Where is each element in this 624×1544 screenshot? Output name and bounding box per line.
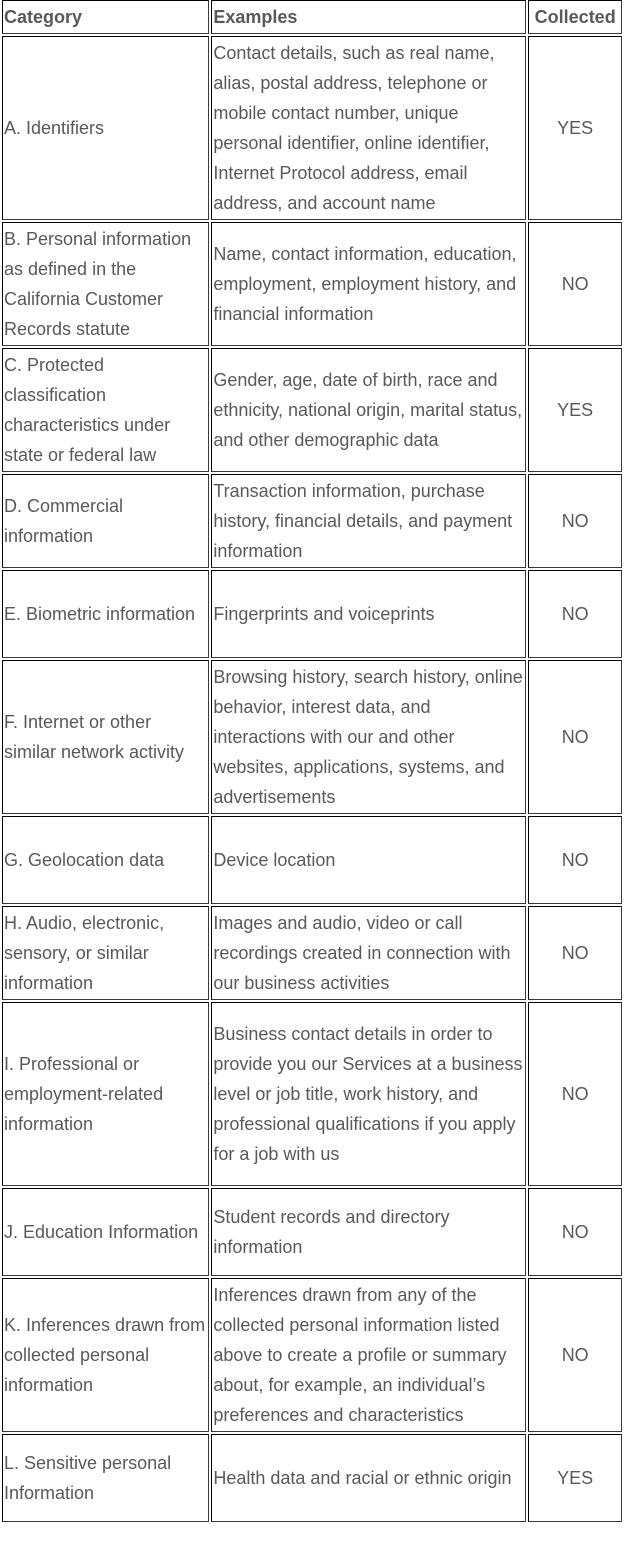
- category-cell: J. Education Information: [2, 1188, 209, 1276]
- category-cell: G. Geolocation data: [2, 816, 209, 904]
- header-row: [2, 0, 622, 34]
- examples-cell: Student records and directory information: [211, 1188, 526, 1276]
- examples-cell: Inferences drawn from any of the collected personal information listed above to create a profile or summary about, for example, an individual’s preferences and characteristics: [211, 1278, 526, 1432]
- category-cell: E. Biometric information: [2, 570, 209, 658]
- table-row: [2, 348, 622, 472]
- header-collected: Collected: [528, 0, 622, 34]
- table-row: [2, 1434, 622, 1522]
- category-cell: K. Inferences drawn from collected personal information: [2, 1278, 209, 1432]
- table-row: [2, 816, 622, 904]
- collected-cell: YES: [528, 348, 622, 472]
- category-cell: B. Personal information as defined in the California Customer Records statute: [2, 222, 209, 346]
- collected-cell: NO: [528, 906, 622, 1000]
- examples-cell: Gender, age, date of birth, race and ethnicity, national origin, marital status, and other demographic data: [211, 348, 526, 472]
- table-row: [2, 570, 622, 658]
- collected-cell: NO: [528, 1278, 622, 1432]
- table-row: [2, 222, 622, 346]
- collected-cell: YES: [528, 36, 622, 220]
- collected-cell: NO: [528, 816, 622, 904]
- category-cell: C. Protected classification characteristics under state or federal law: [2, 348, 209, 472]
- table-row: [2, 1278, 622, 1432]
- examples-cell: Browsing history, search history, online behavior, interest data, and interactions with our and other websites, applications, systems, and advertisements: [211, 660, 526, 814]
- category-cell: L. Sensitive personal Information: [2, 1434, 209, 1522]
- collected-cell: NO: [528, 222, 622, 346]
- examples-cell: Contact details, such as real name, alias, postal address, telephone or mobile contact number, unique personal identifier, online identifier, Internet Protocol address, email address, and account name: [211, 36, 526, 220]
- table-row: [2, 1002, 622, 1186]
- table-row: [2, 36, 622, 220]
- category-cell: F. Internet or other similar network activity: [2, 660, 209, 814]
- collected-cell: NO: [528, 474, 622, 568]
- examples-cell: Name, contact information, education, employment, employment history, and financial information: [211, 222, 526, 346]
- header-category: Category: [2, 0, 209, 34]
- collected-cell: NO: [528, 1188, 622, 1276]
- examples-cell: Images and audio, video or call recordings created in connection with our business activities: [211, 906, 526, 1000]
- examples-cell: Business contact details in order to provide you our Services at a business level or job title, work history, and professional qualifications if you apply for a job with us: [211, 1002, 526, 1186]
- collected-cell: YES: [528, 1434, 622, 1522]
- category-cell: H. Audio, electronic, sensory, or similar information: [2, 906, 209, 1000]
- table-row: [2, 474, 622, 568]
- collected-cell: NO: [528, 1002, 622, 1186]
- table-row: [2, 1188, 622, 1276]
- collected-cell: NO: [528, 570, 622, 658]
- collected-cell: NO: [528, 660, 622, 814]
- table-row: [2, 906, 622, 1000]
- examples-cell: Device location: [211, 816, 526, 904]
- table-row: [2, 660, 622, 814]
- category-cell: I. Professional or employment-related information: [2, 1002, 209, 1186]
- table-body: [2, 36, 622, 1522]
- examples-cell: Transaction information, purchase history, financial details, and payment information: [211, 474, 526, 568]
- header-examples: Examples: [211, 0, 526, 34]
- examples-cell: Fingerprints and voiceprints: [211, 570, 526, 658]
- category-cell: D. Commercial information: [2, 474, 209, 568]
- table-header: [2, 0, 622, 34]
- examples-cell: Health data and racial or ethnic origin: [211, 1434, 526, 1522]
- category-cell: A. Identifiers: [2, 36, 209, 220]
